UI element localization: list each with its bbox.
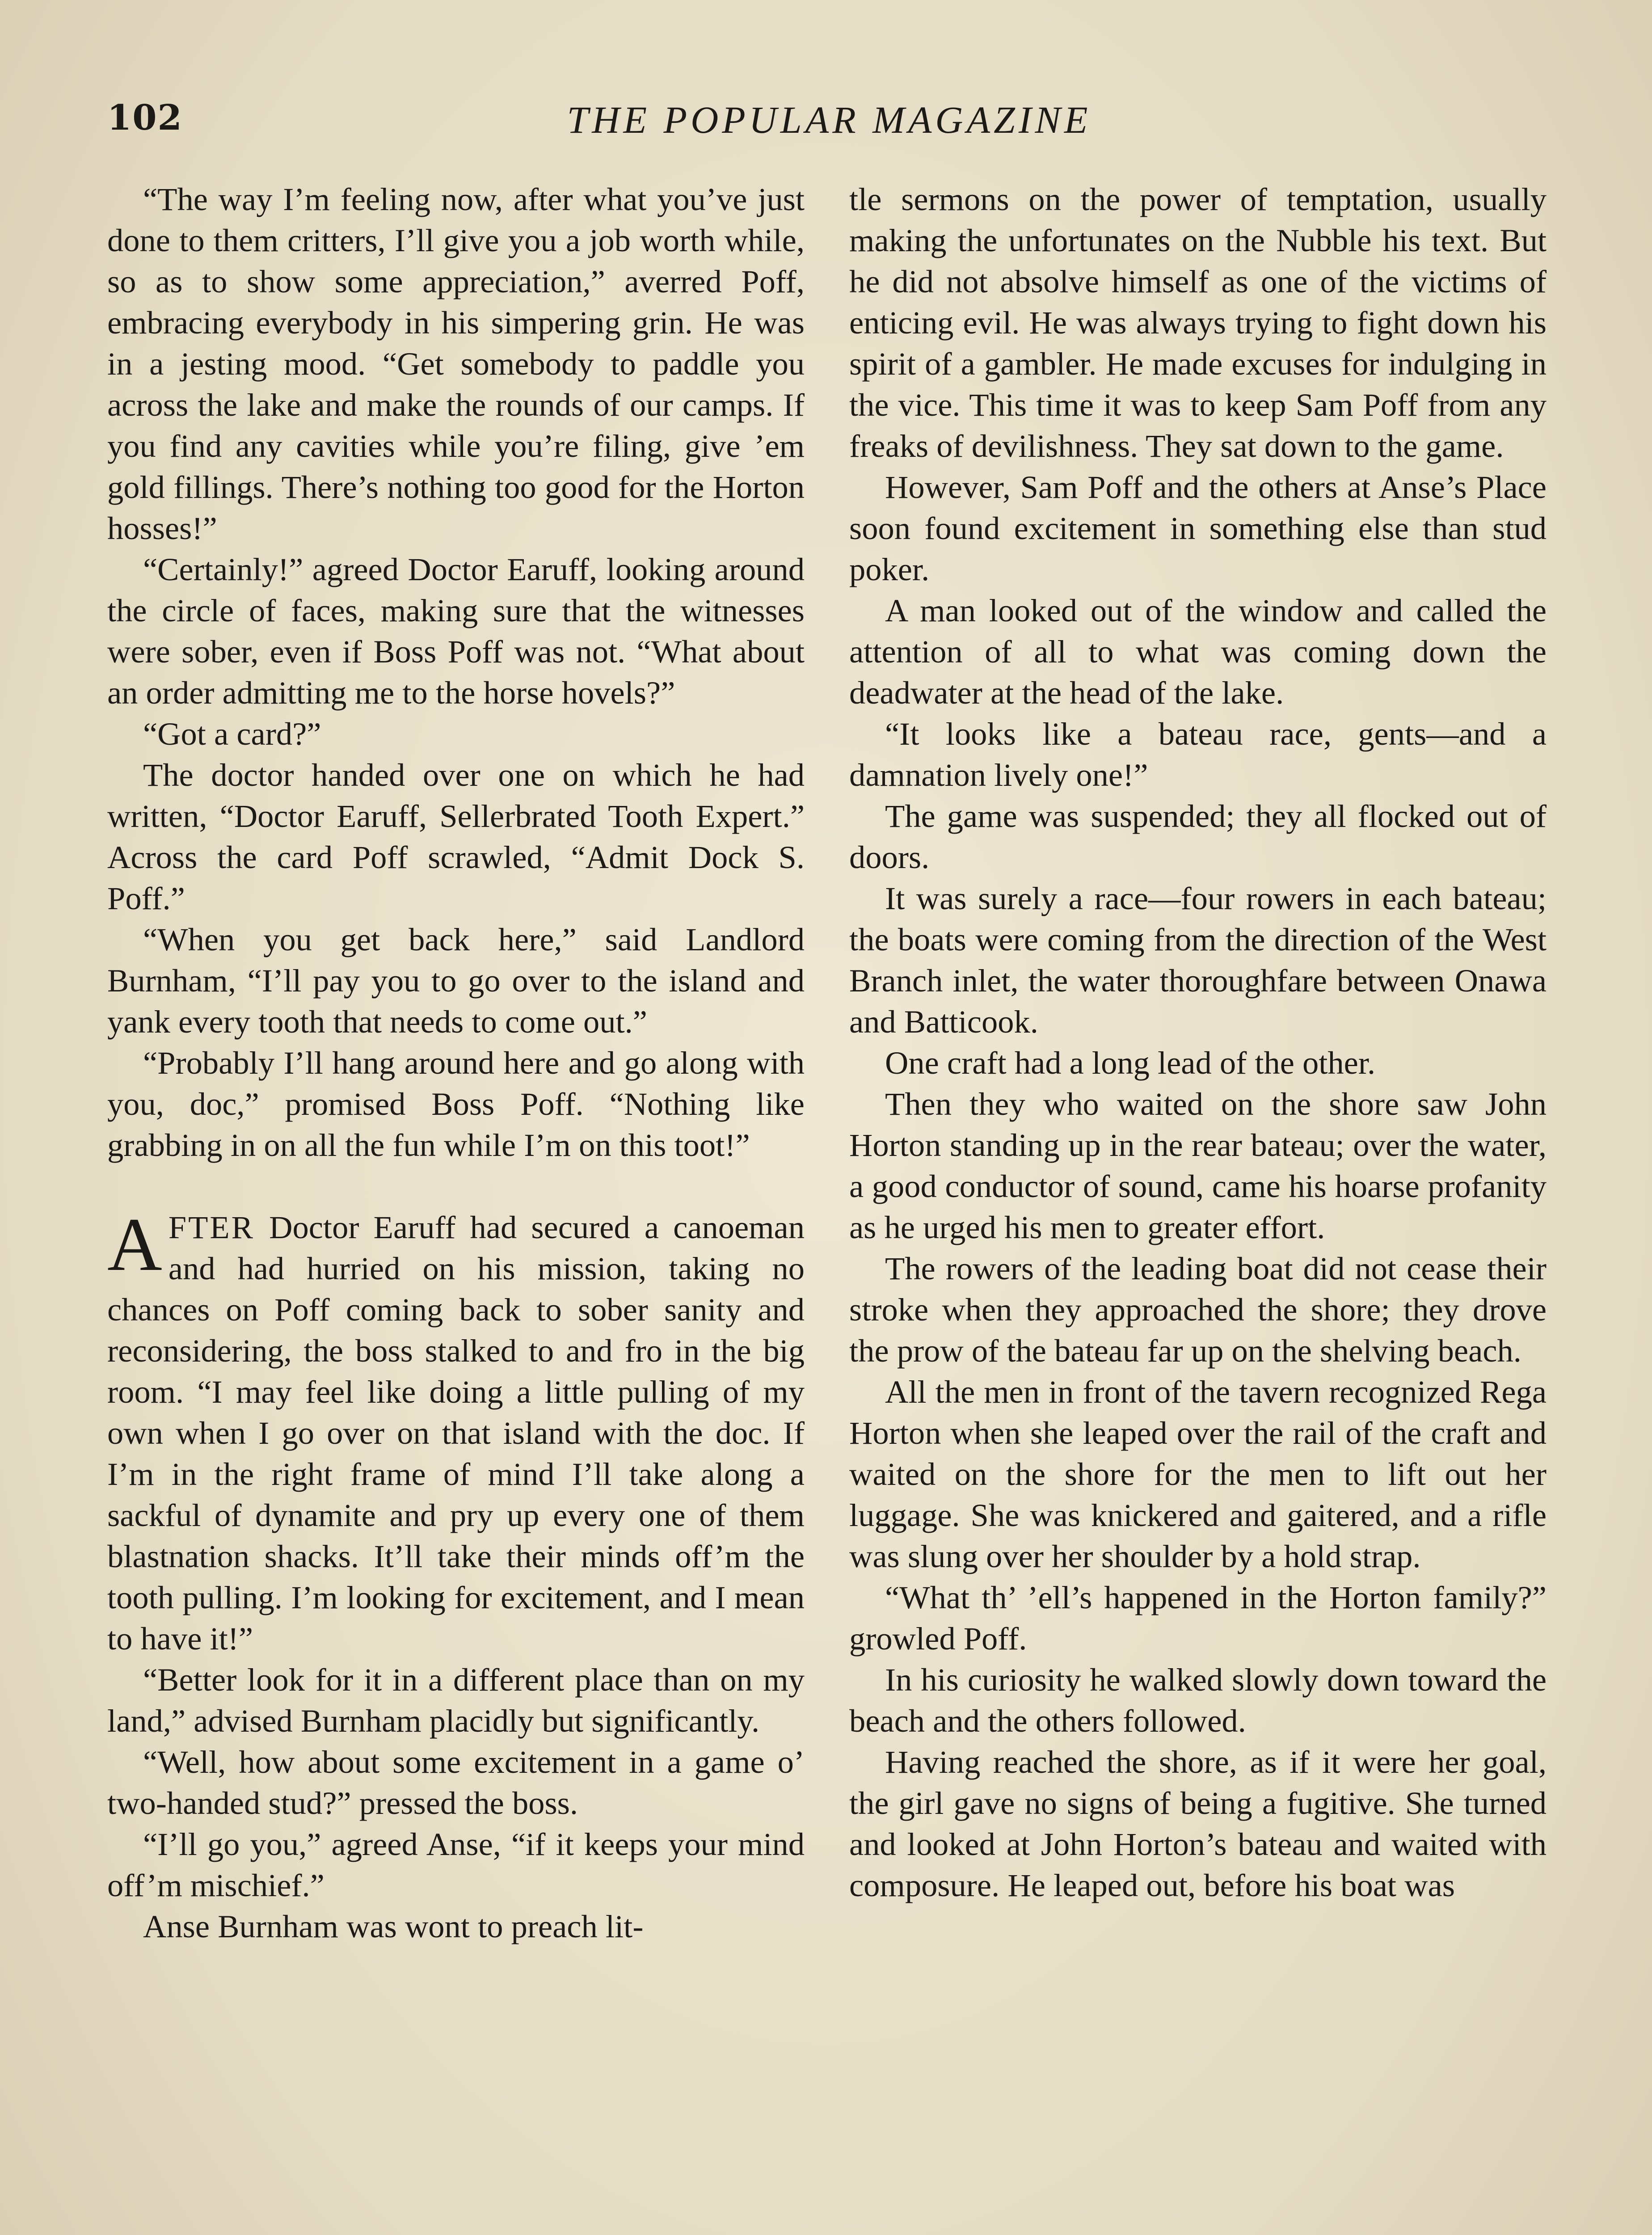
paragraph: It was surely a race—four rowers in each bateau; the boats were coming from the direction of the West Branch inlet, the water thoroughfare between Onawa and Batticook. [849, 880, 1547, 1040]
paragraph: However, Sam Poff and the others at Anse’s Place soon found excitement in something else than stud poker. [849, 469, 1547, 587]
paragraph: All the men in front of the tavern recognized Rega Horton when she leaped over the rail of the craft and waited on the shore for the men to lift out her luggage. She was knickered and gaitered, and a rifle was slung over her shoulder by a hold strap. [849, 1374, 1547, 1574]
paragraph: One craft had a long lead of the other. [885, 1045, 1376, 1081]
paragraph: “When you get back here,” said Landlord Burnham, “I’ll pay you to go over to the island and yank every tooth that needs to come out.” [107, 921, 805, 1040]
paragraph: A man looked out of the window and called the attention of all to what was coming down the deadwater at the head of the lake. [849, 592, 1547, 711]
paragraph: “Well, how about some excitement in a game o’ two-handed stud?” pressed the boss. [107, 1744, 805, 1821]
paragraph: “The way I’m feeling now, after what you’ve just done to them critters, I’ll give you a job worth while, so as to show some appreciation,” averred Poff, embracing everybody in his simpering grin. He was in a jesting mood. “Get somebody to paddle you across the lake and make the rounds of our camps. If you find any cavities while you’re filing, give ’em gold fillings. There’s nothing too good for the Horton hosses!” [107, 181, 805, 546]
running-title: THE POPULAR MAGAZINE [567, 98, 1092, 141]
paragraph: “Certainly!” agreed Doctor Earuff, looking around the circle of faces, making sure that the witnesses were sober, even if Boss Poff was not. “What about an order admitting me to the horse hovels?” [107, 551, 805, 711]
paragraph: “Better look for it in a different place than on my land,” advised Burnham placidly but significantly. [107, 1661, 805, 1739]
continued-paragraph: tle sermons on the power of temptation, usually making the unfortunates on the Nubble his text. But he did not absolve himself as one of the victims of enticing evil. He was always trying to fight down his spirit of a gambler. He made excuses for indulging in the vice. This time it was to keep Sam Poff from any freaks of devilishness. They sat down to the game. [849, 181, 1547, 464]
small-caps-lead: FTER [168, 1209, 255, 1245]
left-column [107, 179, 805, 1947]
drop-cap: A [107, 1202, 162, 1286]
paragraph: The doctor handed over one on which he had written, “Doctor Earuff, Sellerbrated Tooth Expert.” Across the card Poff scrawled, “Admit Dock S. Poff.” [107, 757, 805, 916]
paragraph: The game was suspended; they all flocked out of doors. [849, 798, 1547, 875]
page-header [107, 97, 1551, 147]
paragraph: “I’ll go you,” agreed Anse, “if it keeps your mind off’m mischief.” [107, 1826, 805, 1903]
paragraph: Anse Burnham was wont to preach lit- [143, 1908, 644, 1944]
paragraph: “What th’ ’ell’s happened in the Horton family?” growled Poff. [849, 1579, 1547, 1657]
right-column [849, 179, 1547, 1906]
paragraph: “Got a card?” [143, 716, 321, 752]
paragraph: “Probably I’ll hang around here and go along with you, doc,” promised Boss Poff. “Nothing like grabbing in on all the fun while I’m on this toot!” [107, 1045, 805, 1163]
paragraph: Having reached the shore, as if it were her goal, the girl gave no signs of being a fugitive. She turned and looked at John Horton’s bateau and waited with composure. He leaped out, before his boat was [849, 1744, 1547, 1903]
paragraph: The rowers of the leading boat did not cease their stroke when they approached the shore; they drove the prow of the bateau far up on the shelving beach. [849, 1250, 1547, 1369]
paragraph: Then they who waited on the shore saw John Horton standing up in the rear bateau; over the water, a good conductor of sound, came his hoarse profanity as he urged his men to greater effort. [849, 1086, 1547, 1245]
paragraph-text: Doctor Earuff had secured a canoeman and had hurried on his mission, taking no chances on Poff coming back to sober sanity and reconsidering, the boss stalked to and fro in the big room. “I may feel like doing a little pulling of my own when I go over on that island with the doc. If I’m in the right frame of mind I’ll take along a sackful of dynamite and pry up every one of them blastnation shacks. It’ll take their minds off’m the tooth pulling. I’m looking for excitement, and I mean to have it!” [107, 1209, 805, 1657]
section-opening-paragraph [107, 1202, 805, 1659]
paragraph: In his curiosity he walked slowly down toward the beach and the others followed. [849, 1661, 1547, 1739]
paragraph: “It looks like a bateau race, gents—and a damnation lively one!” [849, 716, 1547, 793]
page-number: 102 [107, 97, 183, 138]
